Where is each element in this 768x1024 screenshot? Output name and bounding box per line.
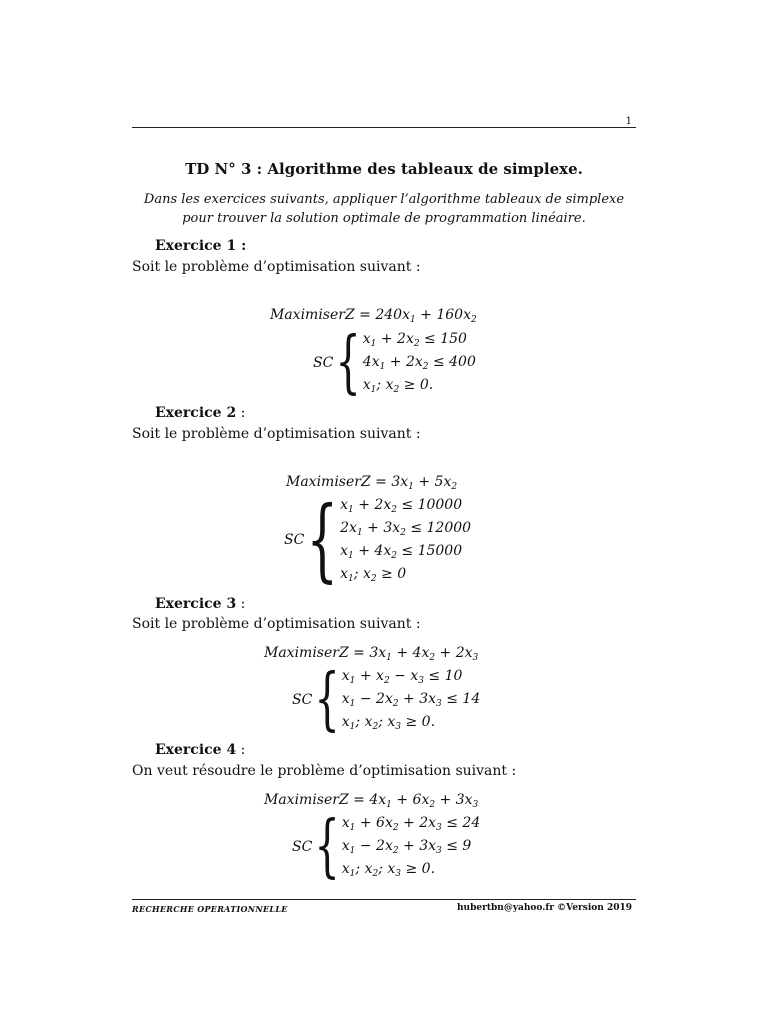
intro-line-1: Dans les exercices suivants, appliquer l’algorithme tableaux de simplexe [143,192,625,207]
brace-icon: { [314,660,340,739]
exercise-1-constraints [313,323,476,402]
constraint: $x_1$; $x_2$; $x_3 \ge 0$. [341,861,436,879]
constraint: $x_1 - 2x_2 + 3x_3 \le 9$ [341,838,472,856]
brace-icon: { [314,807,340,886]
footer-contact-version: hubertbn@yahoo.fr ©Version 2019 [456,903,632,913]
constraint: $x_1 + x_2 - x_3 \le 10$ [341,668,463,686]
constraint: $2x_1 + 3x_2 \le 12000$ [340,520,472,538]
constraint: $x_1 - 2x_2 + 3x_3 \le 14$ [341,691,481,709]
constraint: $x_1$; $x_2 \ge 0$. [362,377,434,395]
constraint-list [342,665,480,734]
sc-label: SC [292,691,313,708]
sc-label: SC [313,354,334,371]
constraint: $x_1 + 4x_2 \le 15000$ [340,543,463,561]
document-title: TD N° 3 : Algorithme des tableaux de simplexe. [185,160,583,178]
exercise-3-objective: MaximiserZ = $3x_1 + 4x_2 + 2x_3$ [264,645,479,663]
brace-icon: { [306,487,339,593]
sc-label: SC [292,838,313,855]
exercise-2-objective: MaximiserZ = $3x_1 + 5x_2$ [286,474,458,492]
header-rule [132,127,636,128]
constraint-list [342,812,480,881]
footer-rule [132,899,636,900]
intro-text [132,190,636,228]
exercise-1-objective: MaximiserZ = $240x_1 + 160x_2$ [270,307,477,325]
exercise-4-heading: Exercice 4 : [155,742,246,758]
exercise-3-prompt: Soit le problème d’optimisation suivant : [132,616,421,632]
exercise-4-constraints [292,807,481,886]
exercise-4-objective: MaximiserZ = $4x_1 + 6x_2 + 3x_3$ [264,792,479,810]
exercise-2-prompt: Soit le problème d’optimisation suivant : [132,426,421,442]
constraint: $4x_1 + 2x_2 \le 400$ [362,354,476,372]
exercise-4-prompt: On veut résoudre le problème d’optimisation suivant : [132,763,517,779]
exercise-3-heading: Exercice 3 : [155,596,246,612]
brace-icon: { [335,323,361,402]
exercise-1-prompt: Soit le problème d’optimisation suivant : [132,259,421,275]
exercise-3-constraints [292,660,481,739]
page-number: 1 [625,116,632,127]
exercise-2-heading: Exercice 2 : [155,405,246,421]
sc-label: SC [284,532,305,548]
footer-course-name: RECHERCHE OPERATIONNELLE [132,904,288,914]
constraint-list [363,328,476,397]
constraint: $x_1 + 2x_2 \le 10000$ [340,497,463,515]
intro-line-2: pour trouver la solution optimale de programmation linéaire. [182,211,586,226]
exercise-2-constraints [284,487,472,593]
exercise-1-heading: Exercice 1 : [155,238,247,254]
constraint: $x_1$; $x_2$; $x_3 \ge 0$. [341,714,436,732]
constraint: $x_1 + 6x_2 + 2x_3 \le 24$ [341,815,481,833]
constraint: $x_1$; $x_2 \ge 0$ [340,566,407,584]
constraint: $x_1 + 2x_2 \le 150$ [362,331,467,349]
constraint-list [340,494,471,586]
